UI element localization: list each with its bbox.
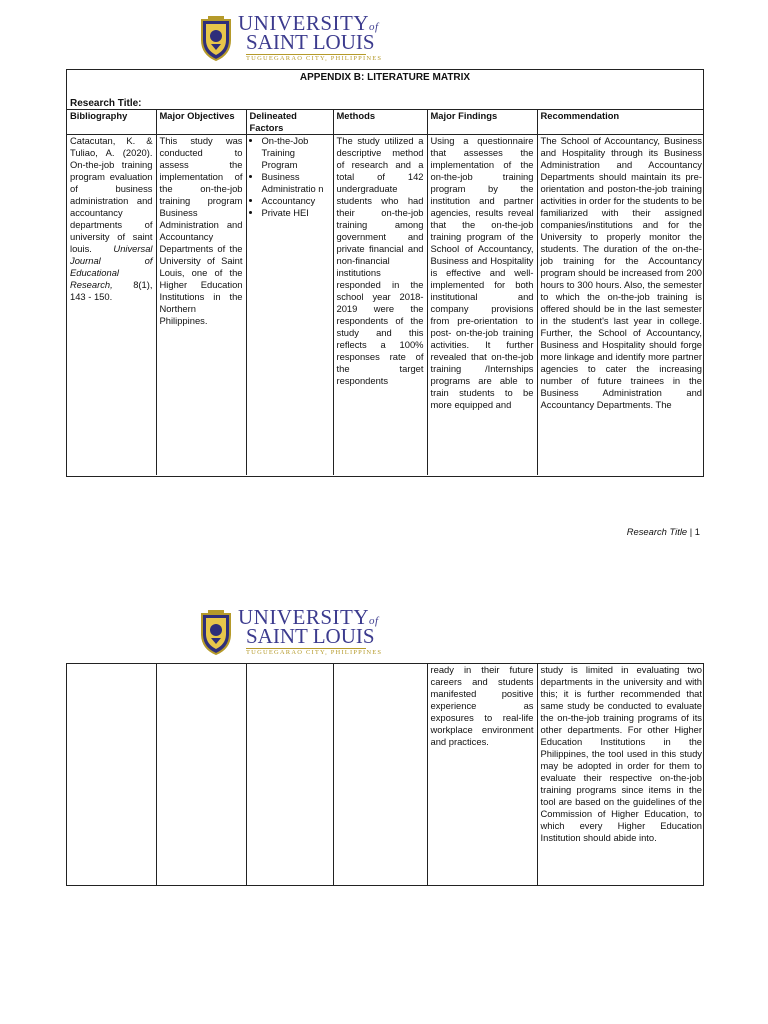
cell-methods: The study utilized a descriptive method of research and a total of 142 undergraduate students who had their on-the-job training among government and private financial and non-financial institutions responded in the school year 2018-2019 were the respondents of the study and this reflects a 100% responses rate of the target respondents bbox=[333, 135, 427, 476]
header-bibliography: Bibliography bbox=[67, 110, 156, 135]
cell-recommendation-continued: study is limited in evaluating two departments in the university and with this; it is further recommended that same study be conducted to evaluate the on-the-job training programs of its other departments. For other Higher Education Institutions in the Philippines, the tool used in this study may be adopted in order for them to evaluate their respective on-the-job training programs since items in the tool are based on the guidelines of the Commission of Higher Education, to which every Higher Education Institution should abide into. bbox=[537, 664, 704, 885]
factor-item: • Private HEI bbox=[262, 207, 330, 219]
cell-objectives-empty bbox=[156, 664, 246, 885]
logo-of: of bbox=[369, 615, 379, 627]
page-gap bbox=[0, 560, 768, 600]
factor-item: • On-the-Job Training Program bbox=[262, 135, 330, 171]
table-header-row bbox=[67, 110, 704, 135]
appendix-title: APPENDIX B: LITERATURE MATRIX bbox=[299, 72, 471, 83]
footer-title: Research Title bbox=[626, 526, 688, 537]
footer-separator: | bbox=[689, 526, 693, 537]
university-logo bbox=[198, 607, 382, 657]
header-methods: Methods bbox=[333, 110, 427, 135]
logo-line2: SAINT LOUIS bbox=[246, 624, 375, 648]
cell-major-findings: Using a questionnaire that assesses the implementation of the on-the-job training program by the institution and partner agencies, results reveal that the on-the-job training program of the School of Accountancy, Business and Hospitality is effective and well-implemented for both institutional and company provisions from pre-orientation to post- on-the-job training activities. It further revealed that on-the-job training /Internships programs are able to train students to be more equipped and bbox=[427, 135, 537, 476]
logo-of: of bbox=[369, 21, 379, 33]
header-delineated-factors: Delineated Factors bbox=[246, 110, 333, 135]
table-row bbox=[67, 664, 704, 885]
university-logo bbox=[198, 13, 382, 63]
cell-delineated-factors bbox=[246, 135, 333, 476]
literature-matrix-table bbox=[67, 109, 704, 475]
cell-bibliography bbox=[67, 135, 156, 476]
cell-major-findings-continued: ready in their future careers and students manifested positive experience as exposures to real-life workplace environment and practices. bbox=[427, 664, 537, 885]
table-row bbox=[67, 135, 704, 476]
cell-major-objectives: This study was conducted to assess the implementation of the on-the-job training program Business Administration and Accountancy Departments of the University of Saint Louis, one of the Higher Education Institutions in the Northern Philippines. bbox=[156, 135, 246, 476]
literature-matrix-page2 bbox=[66, 663, 704, 886]
cell-factors-empty bbox=[246, 664, 333, 885]
cell-bibliography-empty bbox=[67, 664, 156, 885]
literature-matrix-page1 bbox=[66, 69, 704, 477]
logo-line3: TUGUEGARAO CITY, PHILIPPINES bbox=[246, 649, 383, 656]
page-footer bbox=[627, 526, 700, 537]
header-major-objectives: Major Objectives bbox=[156, 110, 246, 135]
logo-line3: TUGUEGARAO CITY, PHILIPPINES bbox=[246, 55, 383, 62]
header-recommendation: Recommendation bbox=[537, 110, 704, 135]
logo-line2: SAINT LOUIS bbox=[246, 30, 375, 54]
logo-line1: UNIVERSITY bbox=[238, 11, 369, 35]
university-seal-icon bbox=[198, 14, 234, 62]
factor-item: • Business Administratio n bbox=[262, 171, 330, 195]
cell-recommendation: The School of Accountancy, Business and Hospitality through its Business Administration and Accountancy Departments should maintain its pre-orientation and poston-the-job training activities in order for the students to be familiarized with their assigned companies/institutions and for the University to properly monitor the students. The duration of the on-the-job training for the Accountancy program should be increased from 200 hours to 300 hours. Also, the semester to which the on-the-job training is offered should be in the last semester in the student's last year in college. Further, the School of Accountancy, Business and Hospitality should forge more linkage and identify more partner agencies to cater the increasing number of future trainees in the Business Administration and Accountancy Departments. The bbox=[537, 135, 704, 476]
research-title-label: Research Title: bbox=[70, 98, 142, 109]
footer-page-number: 1 bbox=[694, 526, 700, 537]
factor-item: • Accountancy bbox=[262, 195, 330, 207]
bibliography-citation: Catacutan, K. & Tuliao, A. (2020). On-the-job training program evaluation of business administration and accountancy departments of university of saint louis. bbox=[70, 135, 153, 254]
cell-methods-empty bbox=[333, 664, 427, 885]
literature-matrix-table-continued bbox=[67, 664, 704, 885]
logo-line1: UNIVERSITY bbox=[238, 605, 369, 629]
bibliography-journal: Universal Journal of Educational Research, bbox=[70, 243, 153, 290]
bibliography-volume: 8(1), 143 - 150. bbox=[70, 279, 153, 302]
header-major-findings: Major Findings bbox=[427, 110, 537, 135]
university-seal-icon bbox=[198, 608, 234, 656]
